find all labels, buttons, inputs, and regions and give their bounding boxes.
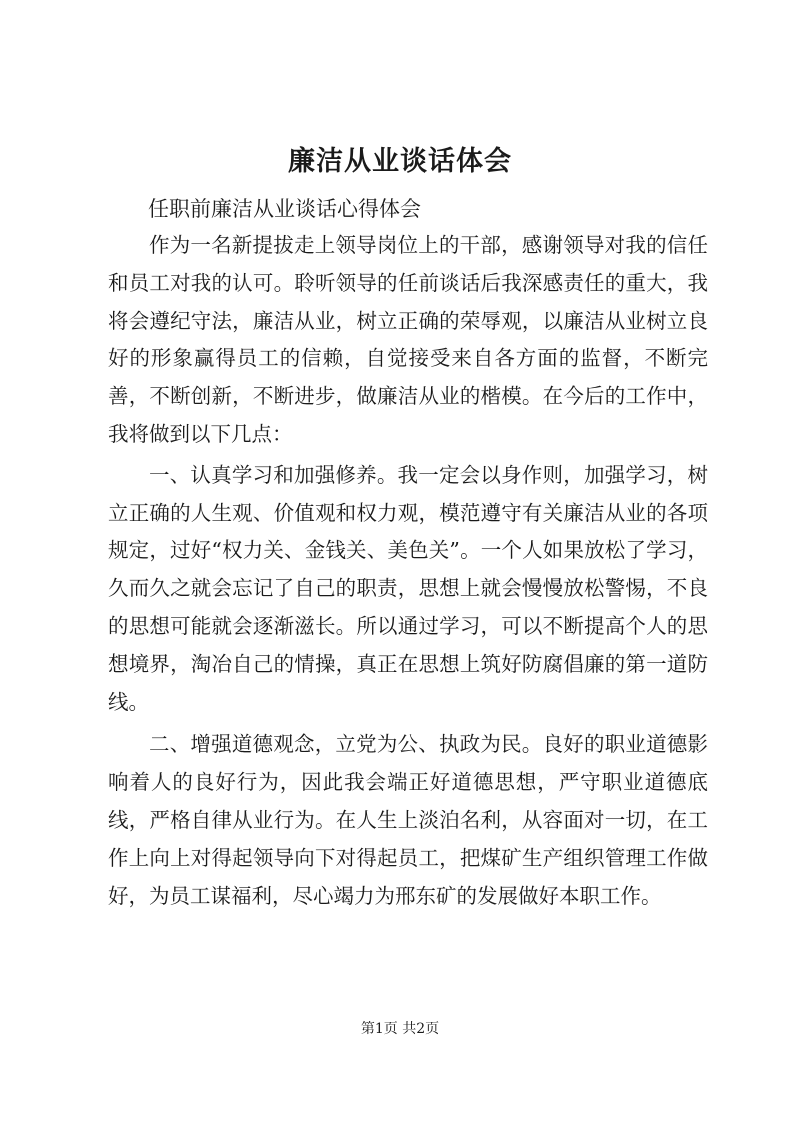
paragraph-point-two: 二、增强道德观念，立党为公、执政为民。良好的职业道德影响着人的良好行为，因此我会端正好道德思想，严守职业道德底线，严格自律从业行为。在人生上淡泊名利，从容面对一切，在工作上向上对得起领导向下对得起员工，把煤矿生产组织管理工作做好，为员工谋福利，尽心竭力为邢东矿的发展做好本职工作。 xyxy=(108,732,708,908)
paragraph-intro: 作为一名新提拔走上领导岗位上的干部，感谢领导对我的信任和员工对我的认可。聆听领导的任前谈话后我深感责任的重大，我将会遵纪守法，廉洁从业，树立正确的荣辱观，以廉洁从业树立良好的形象赢得员工的信赖，自觉接受来自各方面的监督，不断完善，不断创新，不断进步，做廉洁从业的楷模。在今后的工作中，我将做到以下几点： xyxy=(108,233,708,446)
page-number-footer: 第1页 共2页 xyxy=(360,1021,440,1037)
paragraph-point-one: 一、认真学习和加强修养。我一定会以身作则，加强学习，树立正确的人生观、价值观和权力观，模范遵守有关廉洁从业的各项规定，过好“权力关、金钱关、美色关”。一个人如果放松了学习，久而久之就会忘记了自己的职责，思想上就会慢慢放松警惕，不良的思想可能就会逐渐滋长。所以通过学习，可以不断提高个人的思想境界，淘冶自己的情操，真正在思想上筑好防腐倡廉的第一道防线。 xyxy=(108,462,708,714)
document-body xyxy=(108,227,708,915)
document-title: 廉洁从业谈话体会 xyxy=(288,146,512,177)
document-subtitle: 任职前廉洁从业谈话心得体会 xyxy=(148,197,421,221)
